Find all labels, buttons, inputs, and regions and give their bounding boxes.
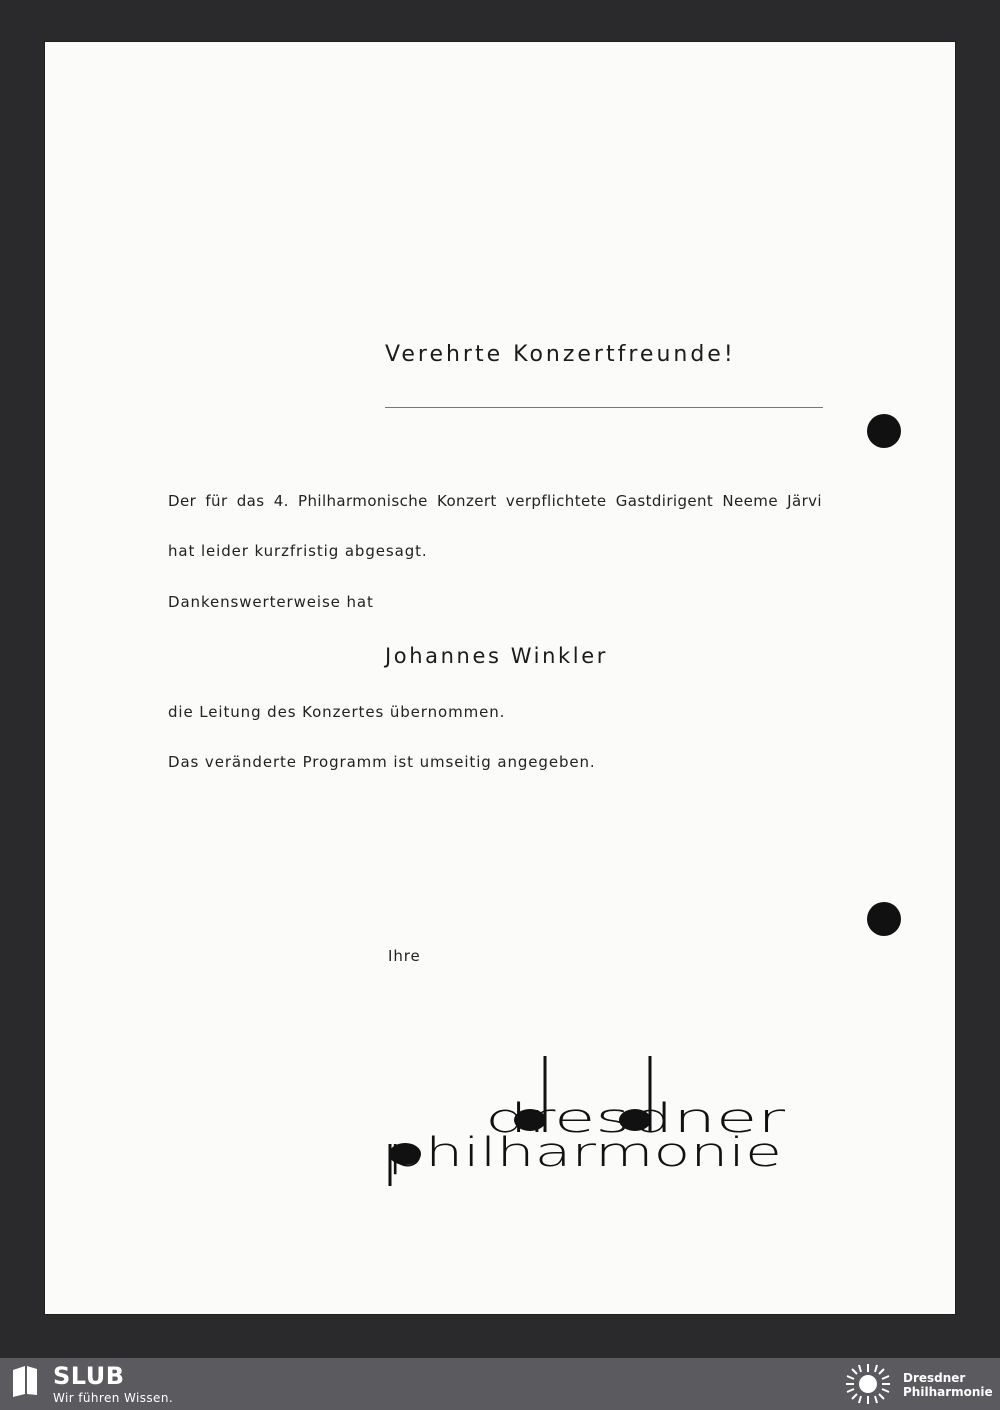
body-line-3: Dankenswerterweise hat [168,593,374,611]
footer-bar [0,1358,1000,1410]
philharmonie-logo [385,1052,805,1192]
body-line-4: die Leitung des Konzertes übernommen. [168,703,506,721]
document-page [45,42,955,1314]
heading-underline [385,407,823,408]
book-icon [10,1364,40,1398]
body-line-1: Der für das 4. Philharmonische Konzert verpflichtete Gastdirigent Neeme Järvi [168,492,822,510]
body-line-5: Das veränderte Programm ist umseitig angegeben. [168,753,596,771]
library-tagline: Wir führen Wissen. [53,1391,174,1405]
punch-hole-bottom [867,902,901,936]
library-name: SLUB [53,1362,125,1390]
body-line-2: hat leider kurzfristig abgesagt. [168,542,428,560]
closing-word: Ihre [388,947,421,965]
conductor-name: Johannes Winkler [385,644,608,668]
punch-hole-top [867,414,901,448]
partner-logo-text [903,1371,993,1399]
logo-line-2: philharmonie [387,1130,782,1176]
sunburst-icon [842,1362,894,1406]
partner-line-1: Dresdner [903,1371,966,1385]
partner-line-2: Philharmonie [903,1385,993,1399]
greeting-heading: Verehrte Konzertfreunde! [385,342,736,367]
logo-line-1: dresdner [485,1096,786,1142]
